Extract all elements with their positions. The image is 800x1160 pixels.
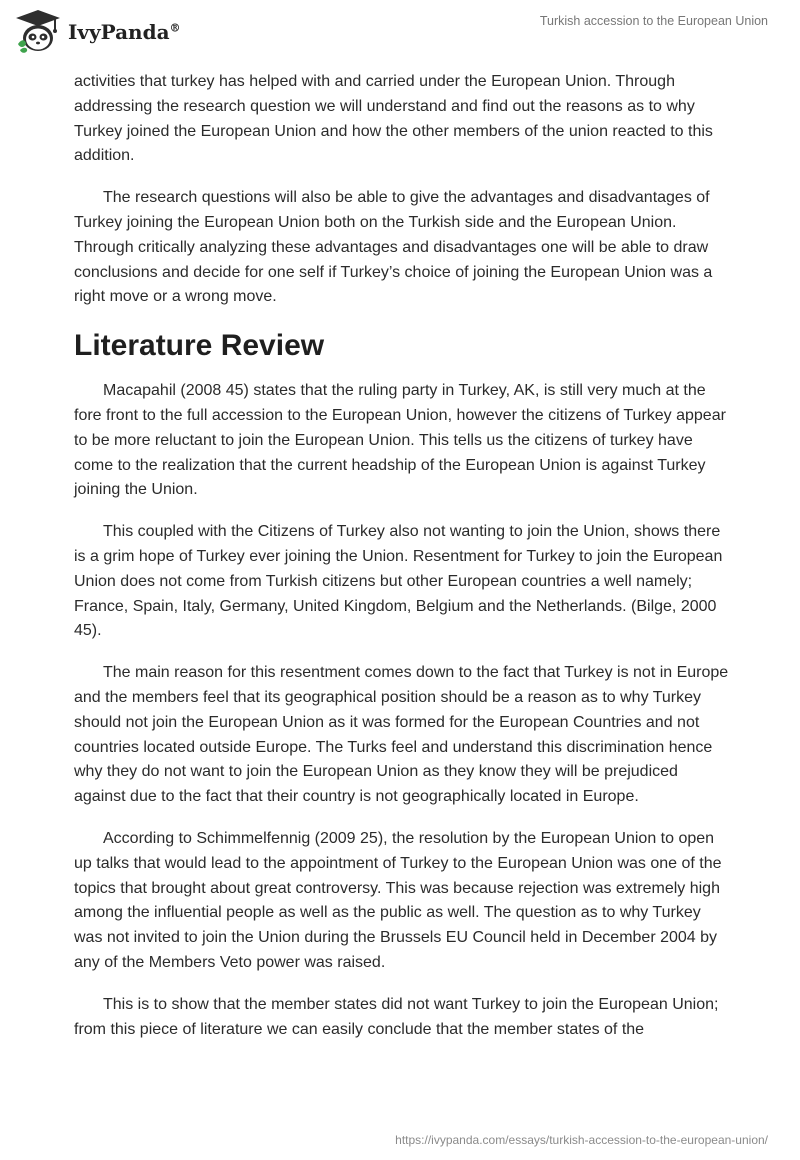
brand-name: IvyPanda® <box>68 20 181 44</box>
paragraph: The research questions will also be able to give the advantages and disadvantages of Turkey joining the European Union both on the Turkish side and the European Union. Through critically analyzing these advantages and disadvantages one will be able to draw conclusions and decide for one self if Turkey’s choice of joining the European Union was a right move or a wrong move. <box>74 189 713 306</box>
paragraph: This is to show that the member states did not want Turkey to join the European Union; from this piece of literature we can easily conclude that the member states of the <box>74 995 719 1038</box>
paragraph: activities that turkey has helped with and carried under the European Union. Through addressing the research question we will understand and find out the reasons as to why Turkey joined the European Union and how the other members of the union reacted to this addition. <box>74 73 713 165</box>
panda-logo-icon <box>14 8 62 54</box>
paragraph: This coupled with the Citizens of Turkey also not wanting to join the Union, shows there is a grim hope of Turkey ever joining the Union. Resentment for Turkey to join the European Union does not come from Turkish citizens but other European countries a well namely; France, Spain, Italy, Germany, United Kingdom, Belgium and the Netherlands. (Bilge, 2000 45). <box>74 523 723 640</box>
logo[interactable] <box>14 8 181 54</box>
paragraph: The main reason for this resentment comes down to the fact that Turkey is not in Europe and the members feel that its geographical position should be a reason as to why Turkey should not join the European Union as it was formed for the European Countries and not countries located outside Europe. The Turks feel and understand this discrimination hence why they do not want to join the European Union as they know they will be prejudiced against due to the fact that their country is not geographically located in Europe. <box>74 664 729 806</box>
source-url[interactable]: https://ivypanda.com/essays/turkish-accession-to-the-european-union/ <box>395 1133 768 1147</box>
paragraph: According to Schimmelfennig (2009 25), the resolution by the European Union to open up talks that would lead to the appointment of Turkey to the European Union was one of the topics that brought about great controversy. This was because rejection was extremely high among the influential people as well as the public as well. The question as to why Turkey was not invited to join the Union during the Brussels EU Council held in December 2004 by any of the Members Veto power was raised. <box>74 829 722 971</box>
page-header <box>0 0 800 70</box>
essay-body <box>74 70 730 1059</box>
section-heading: Literature Review <box>74 329 325 363</box>
document-title: Turkish accession to the European Union <box>539 14 768 28</box>
paragraph: Macapahil (2008 45) states that the ruling party in Turkey, AK, is still very much at the fore front to the full accession to the European Union, however the citizens of Turkey appear to be more reluctant to join the European Union. This tells us the citizens of turkey have come to the realization that the current headship of the European Union is against Turkey joining the Union. <box>74 382 726 499</box>
